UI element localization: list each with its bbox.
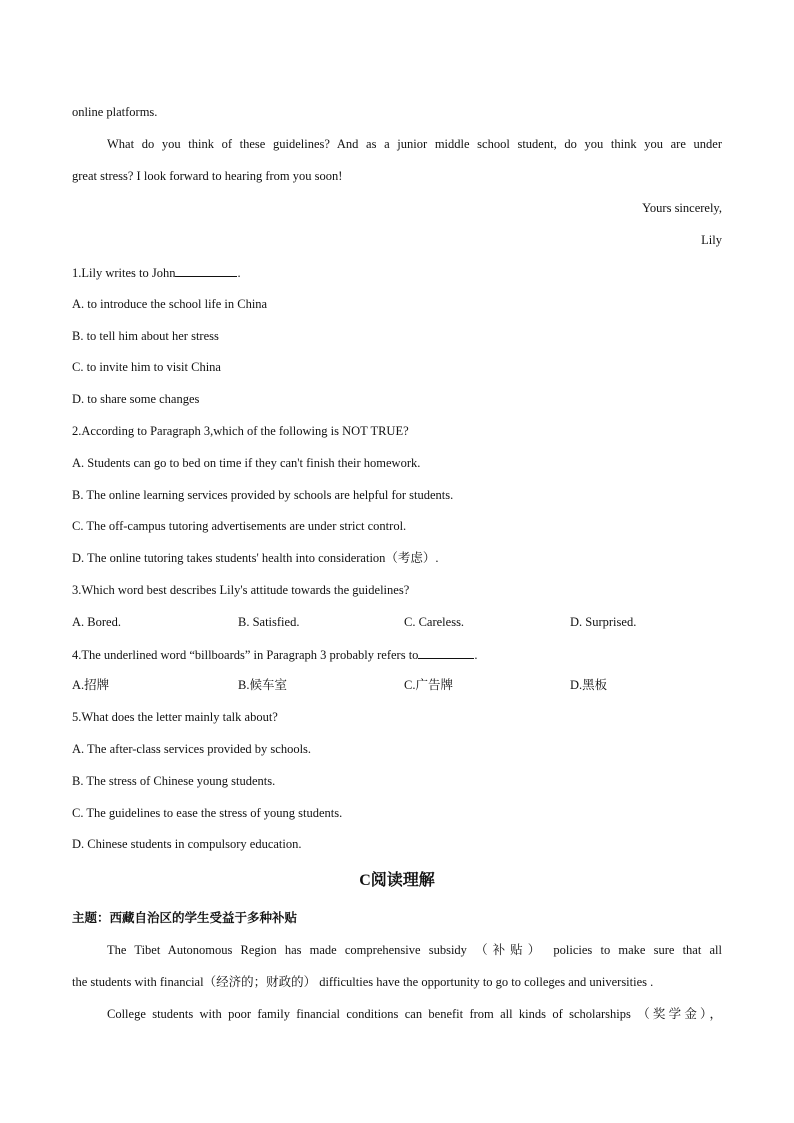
section-title: C阅读理解	[359, 872, 435, 889]
question-stem: 3.Which word best describes Lily's attitude towards the guidelines?	[72, 583, 410, 597]
letter-closing: Yours sincerely,	[642, 201, 722, 215]
answer-option: C. Careless.	[404, 615, 465, 629]
passage-line: College students with poor family financial conditions can benefit from all kinds of scholarships （奖学金），	[107, 1007, 722, 1021]
answer-option: A. Bored.	[72, 615, 121, 629]
answer-option: A. to introduce the school life in China	[72, 297, 268, 311]
question-stem: 2.According to Paragraph 3,which of the following is NOT TRUE?	[72, 424, 409, 438]
letter-text-line: online platforms.	[72, 105, 158, 119]
answer-option: C. The guidelines to ease the stress of young students.	[72, 806, 343, 820]
section-topic: 主题：西藏自治区的学生受益于多种补贴	[72, 910, 298, 925]
question-stem-end: .	[474, 648, 478, 662]
answer-option: B.候车室	[238, 678, 287, 692]
question-stem: 5.What does the letter mainly talk about?	[72, 710, 278, 724]
passage-line: the students with financial（经济的；财政的） difficulties have the opportunity to go to colleges and universities .	[72, 975, 654, 989]
answer-option: B. The stress of Chinese young students.	[72, 774, 276, 788]
answer-option: D. to share some changes	[72, 392, 200, 406]
question-stem-end: .	[237, 266, 241, 280]
passage-line: The Tibet Autonomous Region has made comprehensive subsidy （补贴） policies to make sure that all	[107, 943, 722, 957]
answer-option: A. Students can go to bed on time if they can't finish their homework.	[72, 456, 421, 470]
letter-paragraph-line: great stress? I look forward to hearing from you soon!	[72, 169, 343, 183]
answer-option: C. The off-campus tutoring advertisements are under strict control.	[72, 519, 407, 533]
question-stem-text: 4.The underlined word “billboards” in Paragraph 3 probably refers to	[72, 648, 419, 662]
question-stem-text: 1.Lily writes to John	[72, 266, 176, 280]
answer-option: C. to invite him to visit China	[72, 360, 221, 374]
answer-option: A.招牌	[72, 678, 110, 692]
question-stem	[72, 264, 241, 281]
letter-signature: Lily	[701, 233, 722, 247]
answer-blank	[418, 646, 474, 659]
question-stem	[72, 646, 478, 663]
answer-blank	[175, 264, 237, 277]
answer-option: B. to tell him about her stress	[72, 329, 219, 343]
answer-option: B. The online learning services provided by schools are helpful for students.	[72, 488, 454, 502]
answer-option: D. The online tutoring takes students' health into consideration（考虑）.	[72, 551, 439, 565]
answer-option: D. Chinese students in compulsory education.	[72, 837, 302, 851]
letter-paragraph-line: What do you think of these guidelines? And as a junior middle school student, do you think you are under	[107, 137, 722, 151]
answer-option: D. Surprised.	[570, 615, 637, 629]
answer-option: A. The after-class services provided by schools.	[72, 742, 312, 756]
answer-option: B. Satisfied.	[238, 615, 300, 629]
answer-option: D.黑板	[570, 678, 608, 692]
answer-option: C.广告牌	[404, 678, 453, 692]
